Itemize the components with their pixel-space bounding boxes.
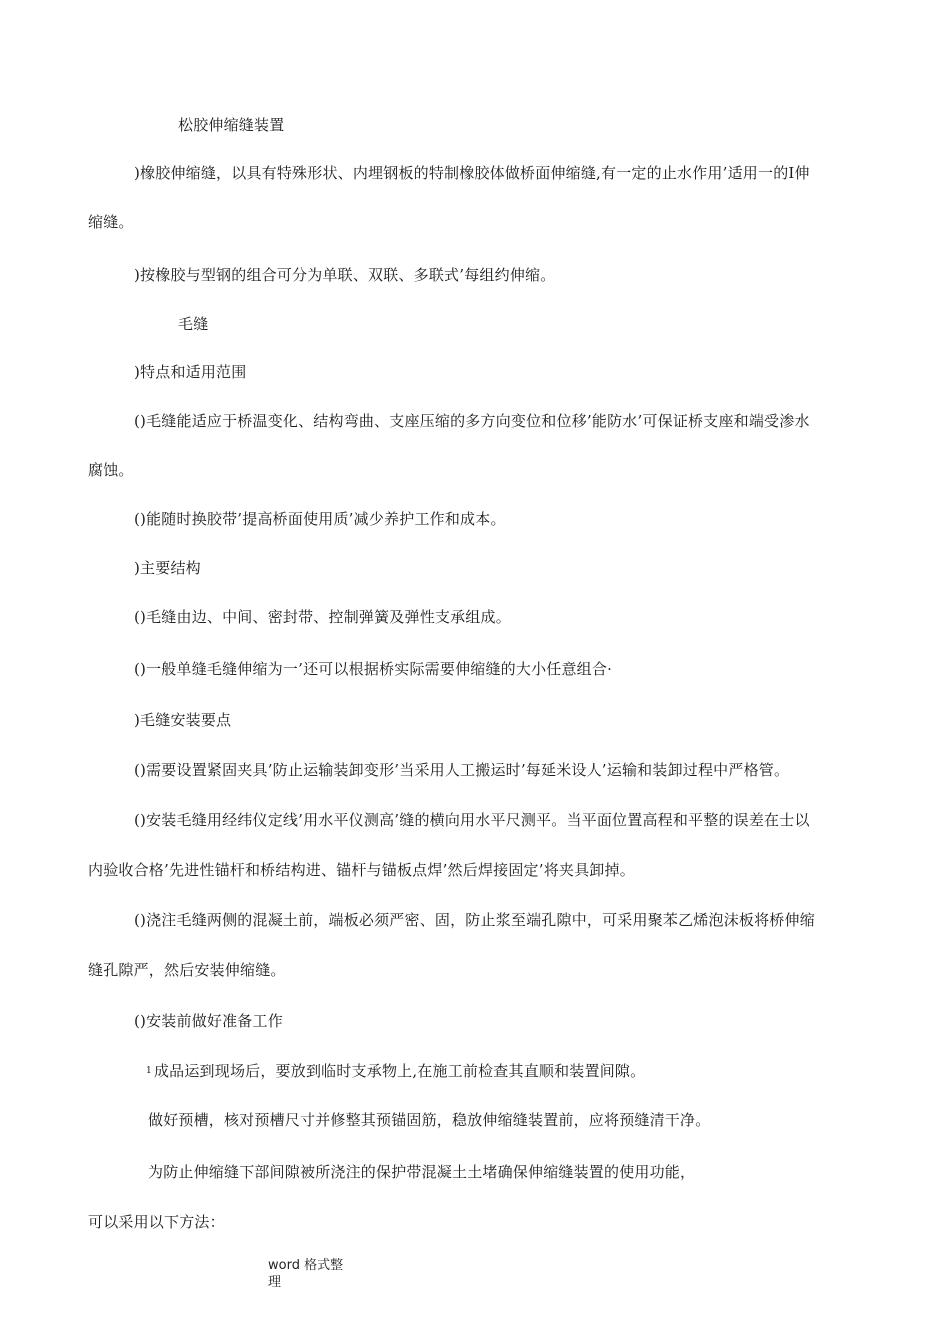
paragraph-line: 做好预槽，核对预槽尺寸并修整其预锚固筋，稳放伸缩缝装置前，应将预缝清干净。: [148, 1111, 711, 1129]
section-heading: 毛缝: [178, 315, 209, 333]
paragraph-line: 为防止伸缩缝下部间隙被所浇注的保护带混凝土土堵确保伸缩缝装置的使用功能，: [148, 1163, 696, 1181]
paragraph-line: )橡胶伸缩缝，以具有特殊形状、内埋钢板的特制橡胶体做桥面伸缩缝,有一定的止水作用’适用一的Ⅰ伸: [134, 164, 810, 182]
subheading: )毛缝安装要点: [134, 711, 232, 729]
paragraph-line: ()需要设置紧固夹具’防止运输装卸变形’当采用人工搬运时’每延米设人’运输和装卸过程中严格管。: [134, 761, 790, 779]
paragraph-line: ()毛缝由边、中间、密封带、控制弹簧及弹性支承组成。: [134, 608, 511, 626]
subheading: ()安装前做好准备工作: [134, 1012, 283, 1030]
paragraph-line: 内验收合格’先进性锚杆和桥结构进、锚杆与锚板点焊’然后焊接固定’将夹具卸掉。: [88, 861, 635, 879]
footer-line: 理: [268, 1275, 282, 1290]
paragraph-line: ()一般单缝毛缝伸缩为一’还可以根据桥实际需要伸缩缝的大小任意组合·: [134, 660, 613, 678]
footer-line: word 格式整: [268, 1258, 344, 1273]
paragraph-line: [146, 1061, 645, 1081]
paragraph-line: ()毛缝能适应于桥温变化、结构弯曲、支座压缩的多方向变位和位移’能防水’可保证桥支座和端受渗水: [134, 412, 810, 430]
section-heading: 松胶伸缩缝装置: [178, 116, 285, 134]
paragraph-line: )按橡胶与型钢的组合可分为单联、双联、多联式’每组约伸缩。: [134, 266, 556, 284]
paragraph-line: ()安装毛缝用经纬仪定线’用水平仪测高’缝的横向用水平尺测平。当平面位置高程和平整的误差在士以: [134, 811, 810, 829]
paragraph-line: ()浇注毛缝两侧的混凝土前，端板必须严密、固，防止浆至端孔隙中，可采用聚苯乙烯泡沫板将桥伸缩: [134, 911, 815, 929]
paragraph-line: 可以采用以下方法：: [88, 1213, 225, 1231]
page-footer: [268, 1257, 358, 1291]
paragraph-line: 缩缝。: [88, 213, 134, 231]
paragraph-line: 缝孔隙严，然后安装伸缩缝。: [88, 961, 286, 979]
paragraph-line: ()能随时换胶带’提高桥面使用质’减少养护工作和成本。: [134, 510, 506, 528]
subheading: )特点和适用范围: [134, 363, 247, 381]
superscript-mark: 1: [146, 1066, 152, 1076]
subheading: )主要结构: [134, 559, 201, 577]
paragraph-line: 腐蚀。: [88, 461, 134, 479]
paragraph-text: 成品运到现场后，要放到临时支承物上,在施工前检查其直顺和装置间隙。: [153, 1062, 646, 1080]
